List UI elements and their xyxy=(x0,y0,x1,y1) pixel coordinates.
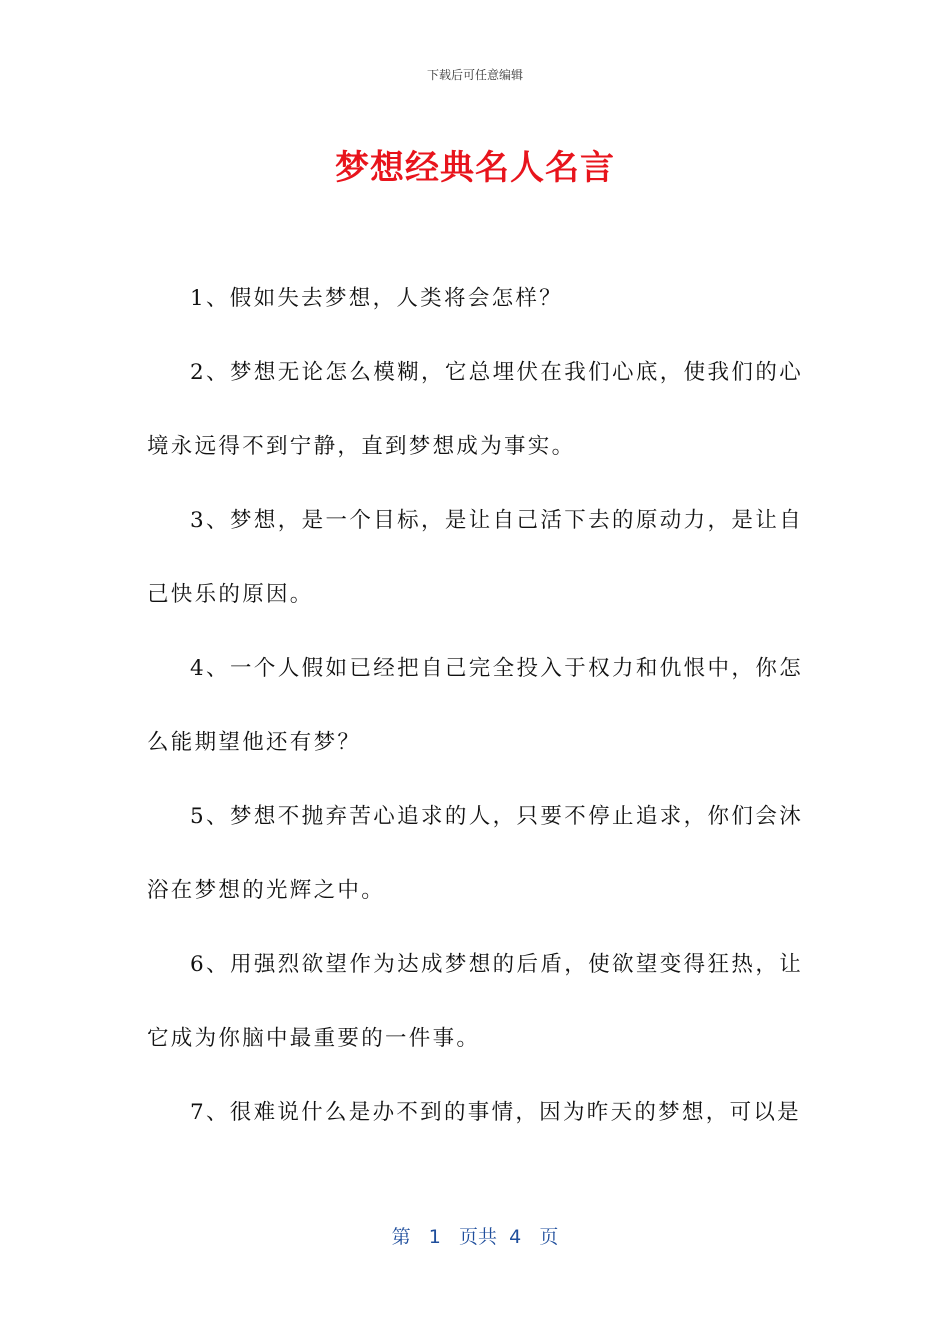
footer-current-page: 1 xyxy=(428,1226,441,1248)
quote-paragraph-7: 7、很难说什么是办不到的事情，因为昨天的梦想，可以是 xyxy=(190,1100,801,1125)
footer-total-pages: 4 xyxy=(509,1226,522,1248)
quote-paragraph-4: 4、一个人假如已经把自己完全投入于权力和仇恨中，你怎么能期望他还有梦？ xyxy=(147,656,803,755)
footer-middle: 页共 xyxy=(459,1226,498,1248)
page-title: 梦想经典名人名言 xyxy=(335,148,615,188)
page-footer xyxy=(0,1222,950,1249)
quote-paragraph-1: 1、假如失去梦想，人类将会怎样？ xyxy=(190,286,563,311)
quote-paragraph-5: 5、梦想不抛弃苦心追求的人，只要不停止追求，你们会沐浴在梦想的光辉之中。 xyxy=(147,804,803,903)
footer-suffix: 页 xyxy=(539,1226,559,1248)
quote-paragraph-6: 6、用强烈欲望作为达成梦想的后盾，使欲望变得狂热，让它成为你脑中最重要的一件事。 xyxy=(147,952,803,1051)
header-note: 下载后可任意编辑 xyxy=(426,68,523,82)
quote-list xyxy=(147,262,803,1150)
quote-paragraph-2: 2、梦想无论怎么模糊，它总埋伏在我们心底，使我们的心境永远得不到宁静，直到梦想成为事实。 xyxy=(147,360,803,459)
footer-prefix: 第 xyxy=(391,1226,411,1248)
quote-paragraph-3: 3、梦想，是一个目标，是让自己活下去的原动力，是让自己快乐的原因。 xyxy=(147,508,803,607)
